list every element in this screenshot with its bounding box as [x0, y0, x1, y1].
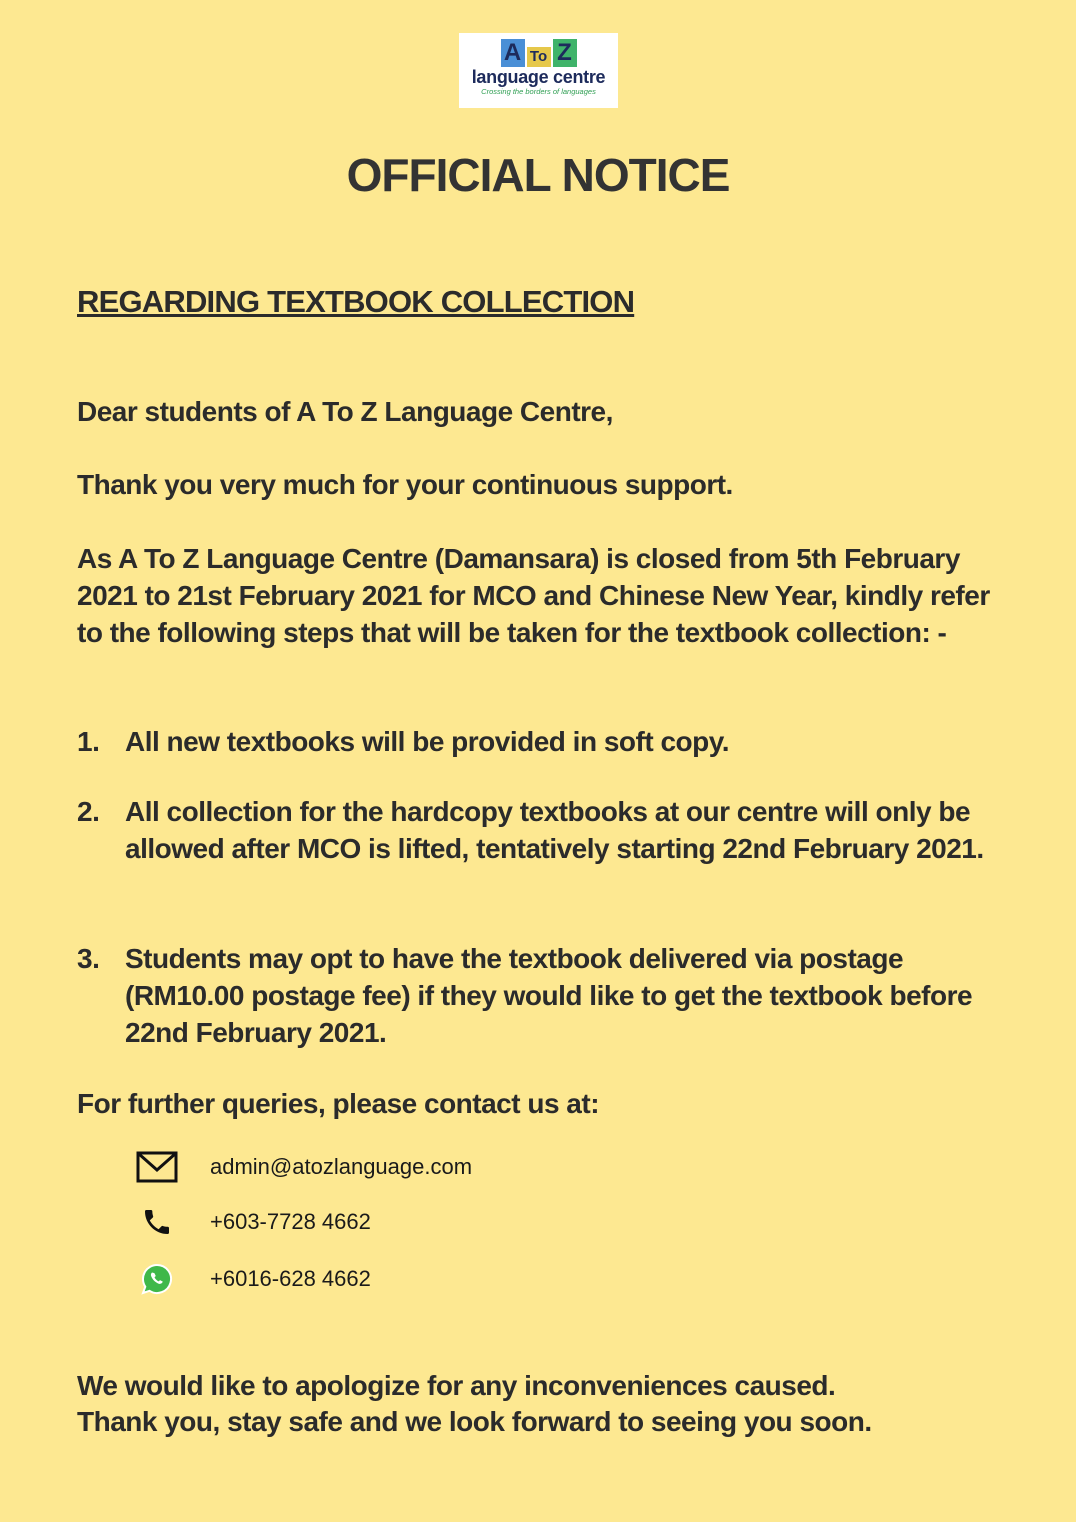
- logo-name: language centre: [471, 67, 606, 87]
- logo-letters: [459, 39, 618, 67]
- step-number: 1.: [77, 726, 100, 757]
- intro-paragraph: As A To Z Language Centre (Damansara) is closed from 5th February 2021 to 21st February 2021 for MCO and Chinese New Year, kindly refer to the following steps that will be taken for the textbook collection: -: [77, 543, 990, 648]
- step-text: All collection for the hardcopy textbooks at our centre will only be allowed after MCO is lifted, tentatively starting 22nd February 2021.: [125, 796, 984, 864]
- logo-letter-to: To: [527, 47, 551, 67]
- page-title: OFFICIAL NOTICE: [346, 149, 730, 201]
- step-text: All new textbooks will be provided in soft copy.: [125, 726, 730, 757]
- phone-value[interactable]: +603-7728 4662: [210, 1209, 371, 1234]
- step-number: 2.: [77, 796, 100, 827]
- closing-line-2: Thank you, stay safe and we look forward to seeing you soon.: [77, 1406, 872, 1437]
- step-number: 3.: [77, 943, 100, 974]
- contact-phone: [134, 1204, 371, 1240]
- logo-letter-a: A: [501, 39, 525, 67]
- contact-email: [134, 1149, 472, 1185]
- whatsapp-icon: [134, 1261, 180, 1297]
- notice-subtitle: REGARDING TEXTBOOK COLLECTION: [77, 284, 635, 319]
- envelope-icon: [134, 1149, 180, 1185]
- logo-tagline: Crossing the borders of languages: [481, 87, 596, 96]
- contact-intro: For further queries, please contact us at:: [77, 1088, 600, 1119]
- company-logo: [459, 33, 618, 108]
- greeting: Dear students of A To Z Language Centre,: [77, 396, 613, 427]
- thanks-text: Thank you very much for your continuous support.: [77, 469, 733, 500]
- email-value[interactable]: admin@atozlanguage.com: [210, 1154, 473, 1179]
- phone-icon: [134, 1204, 180, 1240]
- closing-line-1: We would like to apologize for any inconveniences caused.: [77, 1370, 836, 1401]
- contact-whatsapp: [134, 1261, 371, 1297]
- step-text: Students may opt to have the textbook delivered via postage (RM10.00 postage fee) if they would like to get the textbook before 22nd February 2021.: [125, 943, 973, 1048]
- logo-letter-z: Z: [553, 39, 577, 67]
- whatsapp-value[interactable]: +6016-628 4662: [210, 1266, 371, 1291]
